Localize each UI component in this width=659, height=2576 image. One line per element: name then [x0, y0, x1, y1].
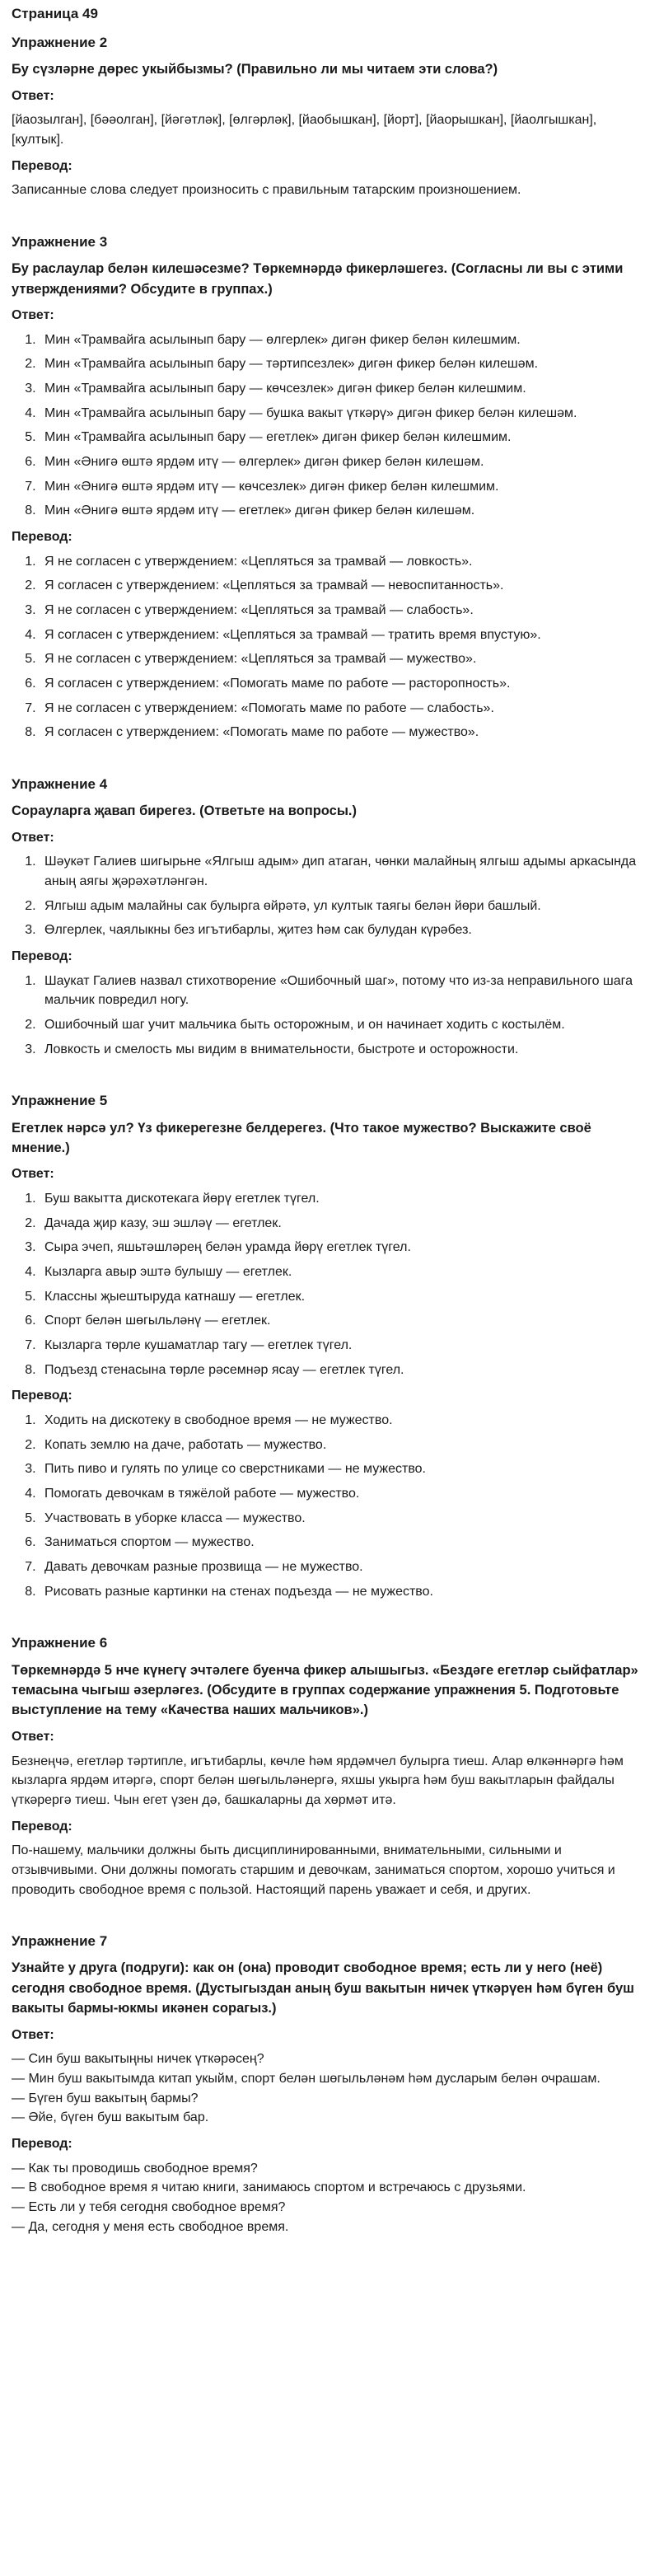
exercise-5	[12, 1090, 647, 1601]
page-title: Страница 49	[12, 6, 98, 21]
answer-item: 1. Мин «Трамвайга асылынып бару — өлгерлек» дигән фикер белән килешмим.	[40, 330, 647, 350]
dialog-line: — Бүген буш вакытың бармы?	[12, 2091, 199, 2105]
exercise-7	[12, 1931, 647, 2236]
translation-item: 3. Пить пиво и гулять по улице со сверстниками — не мужество.	[40, 1459, 647, 1479]
translation-text: По-нашему, мальчики должны быть дисциплинированными, внимательными, сильными и отзывчивыми. Они должны помогать старшим и девочкам, заниматься спортом, хорошо учиться и проводить свободное время с пользой. Настоящий парень уважает и себя, и других.	[12, 1843, 615, 1897]
exercise-6	[12, 1632, 647, 1899]
translation-item: 6. Я согласен с утверждением: «Помогать маме по работе — расторопность».	[40, 674, 647, 694]
dialog-line: — В свободное время я читаю книги, занимаюсь спортом и встречаюсь с друзьями.	[12, 2180, 526, 2195]
answer-label: Ответ:	[12, 2027, 54, 2042]
answer-label: Ответ:	[12, 1729, 54, 1744]
answer-item: 7. Мин «Әнигә өштә ярдәм итү — көчсезлек» дигән фикер белән килешмим.	[40, 477, 647, 497]
answer-item: 1. Буш вакытта дискотекага йөрү егетлек түгел.	[40, 1189, 647, 1209]
answer-list	[12, 330, 647, 521]
translation-item: 2. Копать землю на даче, работать — мужество.	[40, 1436, 647, 1455]
answer-item: 8. Мин «Әнигә өштә ярдәм итү — егетлек» дигән фикер белән килешәм.	[40, 501, 647, 521]
translation-item: 2. Ошибочный шаг учит мальчика быть осторожным, и он начинает ходить с костылём.	[40, 1015, 647, 1035]
translation-item: 2. Я согласен с утверждением: «Цепляться за трамвай — невоспитанность».	[40, 576, 647, 596]
answer-label: Ответ:	[12, 1167, 54, 1182]
answer-label: Ответ:	[12, 88, 54, 103]
exercise-question: Төркемнәрдә 5 нче күнегү эчтәлеге буенча фикер алышыгыз. «Бездәге егетләр сыйфатлар» темасына чыгыш әзерләгез. (Обсудите в группах содержание упражнения 5. Подготовьте выступление на тему «Качества наших мальчиков».)	[12, 1662, 638, 1718]
translation-item: 1. Ходить на дискотеку в свободное время — не мужество.	[40, 1411, 647, 1431]
translation-label: Перевод:	[12, 1389, 72, 1403]
translation-list	[12, 1411, 647, 1601]
exercise-2	[12, 32, 647, 200]
exercise-question: Егетлек нәрсә ул? Үз фикерегезне белдерегез. (Что такое мужество? Выскажите своё мнение.)	[12, 1120, 591, 1155]
dialog-line: — Мин буш вакытымда китап укыйм, спорт белән шөгыльләнәм һәм дусларым белән очрашам.	[12, 2071, 601, 2086]
exercise-question: Сорауларга җавап бирегез. (Ответьте на вопросы.)	[12, 803, 358, 819]
answer-item: 5. Классны җыештыруда катнашу — егетлек.	[40, 1287, 647, 1307]
translation-text: Записанные слова следует произносить с правильным татарским произношением.	[12, 183, 521, 198]
answer-label: Ответ:	[12, 308, 54, 323]
exercise-question: Узнайте у друга (подруги): как он (она) проводит свободное время; есть ли у него (неё) сегодня свободное время. (Дустыгыздан аның буш вакытын ничек үткәрүен һәм бүген буш вакыты бармы-юкмы икәнен сорагыз.)	[12, 1960, 634, 2016]
translation-item: 8. Рисовать разные картинки на стенах подъезда — не мужество.	[40, 1582, 647, 1602]
translation-item: 5. Участвовать в уборке класса — мужество.	[40, 1509, 647, 1529]
answer-item: 3. Мин «Трамвайга асылынып бару — көчсезлек» дигән фикер белән килешмим.	[40, 379, 647, 399]
exercise-title: Упражнение 5	[12, 1093, 108, 1109]
answer-list	[12, 1189, 647, 1379]
translation-list	[12, 552, 647, 742]
translation-item: 1. Я не согласен с утверждением: «Цепляться за трамвай — ловкость».	[40, 552, 647, 572]
translation-list	[12, 972, 647, 1060]
exercise-title: Упражнение 4	[12, 776, 108, 793]
answer-dialog	[12, 2049, 647, 2128]
dialog-line: — Син буш вакытыңны ничек үткәрәсең?	[12, 2052, 264, 2067]
translation-item: 4. Помогать девочкам в тяжёлой работе — мужество.	[40, 1484, 647, 1504]
answer-item: 2. Ялгыш адым малайны сак булырга өйрәтә, ул култык таягы белән йөри башлый.	[40, 897, 647, 916]
answer-item: 7. Кызларга төрле кушаматлар тагу — егетлек түгел.	[40, 1336, 647, 1356]
exercise-3	[12, 232, 647, 742]
answer-item: 3. Өлгерлек, чаялыкны без игътибарлы, җитез һәм сак булудан күрәбез.	[40, 920, 647, 940]
exercise-title: Упражнение 3	[12, 234, 108, 251]
translation-label: Перевод:	[12, 158, 72, 173]
answer-text: [йаозылган], [бәәолган], [йәгәтләк], [өлгәрләк], [йаобышкан], [йорт], [йаорышкан], [йаолгышкан], [култык].	[12, 113, 597, 148]
translation-item: 3. Я не согласен с утверждением: «Цепляться за трамвай — слабость».	[40, 601, 647, 621]
translation-item: 7. Я не согласен с утверждением: «Помогать маме по работе — слабость».	[40, 699, 647, 719]
answer-item: 1. Шәукәт Галиев шигырьне «Ялгыш адым» дип атаган, чөнки малайның ялгыш адымы аркасында аның аягы җәрәхәтләнгән.	[40, 852, 647, 891]
translation-dialog	[12, 2159, 647, 2237]
answer-list	[12, 852, 647, 940]
answer-item: 5. Мин «Трамвайга асылынып бару — егетлек» дигән фикер белән килешмим.	[40, 428, 647, 447]
dialog-line: — Да, сегодня у меня есть свободное время.	[12, 2219, 289, 2234]
dialog-line: — Әйе, бүген буш вакытым бар.	[12, 2110, 209, 2125]
translation-item: 1. Шаукат Галиев назвал стихотворение «Ошибочный шаг», потому что из-за неправильного шага мальчик повредил ногу.	[40, 972, 647, 1010]
answer-item: 2. Дачада җир казу, эш эшләү — егетлек.	[40, 1214, 647, 1234]
answer-item: 6. Мин «Әнигә өштә ярдәм итү — өлгерлек» дигән фикер белән килешәм.	[40, 452, 647, 472]
translation-item: 3. Ловкость и смелость мы видим в внимательности, быстроте и осторожности.	[40, 1040, 647, 1060]
dialog-line: — Есть ли у тебя сегодня свободное время?	[12, 2199, 286, 2214]
exercise-title: Упражнение 7	[12, 1933, 108, 1950]
translation-item: 7. Давать девочкам разные прозвища — не мужество.	[40, 1557, 647, 1577]
exercise-4	[12, 774, 647, 1059]
exercise-title: Упражнение 6	[12, 1635, 108, 1651]
translation-item: 6. Заниматься спортом — мужество.	[40, 1533, 647, 1553]
answer-item: 8. Подъезд стенасына төрле рәсемнәр ясау — егетлек түгел.	[40, 1361, 647, 1380]
answer-item: 3. Сыра эчеп, яшьтәшләрең белән урамда йөрү егетлек түгел.	[40, 1238, 647, 1258]
dialog-line: — Как ты проводишь свободное время?	[12, 2161, 258, 2176]
translation-label: Перевод:	[12, 530, 72, 545]
translation-item: 4. Я согласен с утверждением: «Цепляться за трамвай — тратить время впустую».	[40, 625, 647, 645]
translation-label: Перевод:	[12, 2136, 72, 2151]
exercise-question: Бу раслаулар белән килешәсезме? Төркемнәрдә фикерләшегез. (Согласны ли вы с этими утверждениями? Обсудите в группах.)	[12, 261, 624, 297]
answer-text: Безнеңчә, егетләр тәртипле, игътибарлы, көчле һәм ярдәмчел булырга тиеш. Алар өлкәннәргә һәм кызларга ярдәм итәргә, спорт белән шөгыльләнергә, яхшы укырга һәм буш вакытларын файдалы үткәрергә тиеш. Чын егет үзен дә, башкаларны да хөрмәт итә.	[12, 1754, 624, 1807]
exercise-question: Бу сүзләрне дөрес укыйбызмы? (Правильно ли мы читаем эти слова?)	[12, 62, 498, 77]
translation-label: Перевод:	[12, 949, 72, 964]
exercise-title: Упражнение 2	[12, 35, 108, 51]
answer-item: 4. Мин «Трамвайга асылынып бару — бушка вакыт үткәрү» дигән фикер белән килешәм.	[40, 404, 647, 424]
answer-item: 2. Мин «Трамвайга асылынып бару — тәртипсезлек» дигән фикер белән килешәм.	[40, 354, 647, 374]
translation-label: Перевод:	[12, 1819, 72, 1834]
translation-item: 5. Я не согласен с утверждением: «Цепляться за трамвай — мужество».	[40, 649, 647, 669]
answer-item: 6. Спорт белән шөгыльләнү — егетлек.	[40, 1311, 647, 1331]
translation-item: 8. Я согласен с утверждением: «Помогать маме по работе — мужество».	[40, 723, 647, 742]
answer-label: Ответ:	[12, 830, 54, 845]
answer-item: 4. Кызларга авыр эштә булышу — егетлек.	[40, 1262, 647, 1282]
